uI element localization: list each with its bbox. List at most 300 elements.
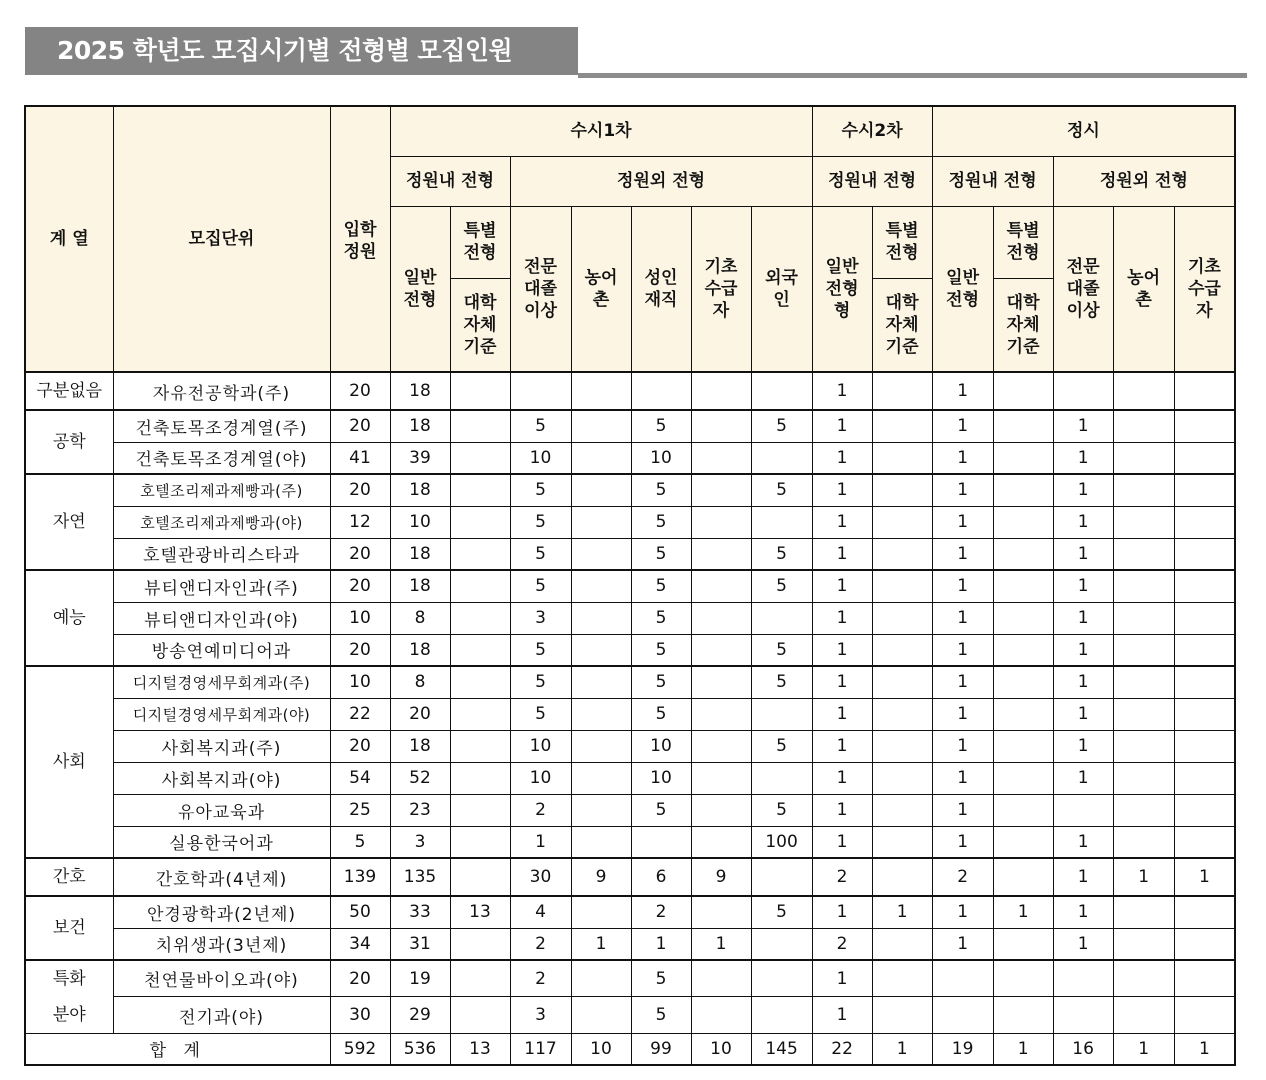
susi1-basic-cell [691, 474, 751, 506]
table-row [25, 826, 1235, 858]
jeongsi-basic-cell [1174, 730, 1235, 762]
header-susi1-foreign: 외국 인 [751, 206, 812, 372]
susi2-general-cell: 1 [812, 762, 872, 794]
jeongsi-general-cell: 2 [932, 858, 993, 896]
susi1-rural-cell [571, 666, 631, 698]
jeongsi-general-cell: 1 [932, 570, 993, 602]
jeongsi-general-cell: 1 [932, 896, 993, 928]
susi1-general-cell: 52 [390, 762, 450, 794]
susi1-special-cell [450, 858, 510, 896]
susi1-rural-cell [571, 794, 631, 826]
susi1-general-cell: 31 [390, 928, 450, 960]
jeongsi-basic-cell [1174, 410, 1235, 442]
susi2-general-cell: 1 [812, 602, 872, 634]
susi1-general-cell: 33 [390, 896, 450, 928]
jeongsi-general-cell: 1 [932, 372, 993, 410]
jeongsi-general-cell: 1 [932, 666, 993, 698]
quota-cell: 5 [330, 826, 390, 858]
jeongsi-college-grad-cell: 1 [1053, 506, 1113, 538]
jeongsi-rural-cell [1113, 410, 1174, 442]
field-cell: 보건 [25, 896, 113, 960]
susi1-rural-cell [571, 538, 631, 570]
susi1-adult-cell: 5 [631, 538, 691, 570]
susi1-special-cell [450, 474, 510, 506]
header-susi1-univ-std: 대학 자체 기준 [450, 278, 510, 372]
unit-cell: 뷰티앤디자인과(주) [113, 570, 330, 602]
susi1-foreign-cell [751, 960, 812, 997]
unit-cell: 호텔조리제과제빵과(주) [113, 474, 330, 506]
susi1-special-cell [450, 997, 510, 1034]
quota-cell: 34 [330, 928, 390, 960]
jeongsi-basic-cell [1174, 960, 1235, 997]
field-cell: 예능 [25, 570, 113, 666]
unit-cell: 실용한국어과 [113, 826, 330, 858]
quota-cell: 54 [330, 762, 390, 794]
header-jeongsi-special: 특별 전형 [993, 206, 1053, 278]
susi1-general-cell: 10 [390, 506, 450, 538]
jeongsi-special-cell [993, 960, 1053, 997]
jeongsi-special-cell [993, 634, 1053, 666]
susi1-adult-cell: 5 [631, 602, 691, 634]
jeongsi-college-grad-cell: 1 [1053, 602, 1113, 634]
susi2-general-cell: 1 [812, 666, 872, 698]
field-cell: 특화 분야 [25, 960, 113, 1034]
unit-cell: 건축토목조경계열(야) [113, 442, 330, 474]
jeongsi-basic-cell [1174, 762, 1235, 794]
susi1-general-cell: 18 [390, 410, 450, 442]
jeongsi-rural-cell [1113, 666, 1174, 698]
susi1-adult-cell: 5 [631, 474, 691, 506]
jeongsi-basic-cell [1174, 372, 1235, 410]
susi1-special-cell [450, 928, 510, 960]
unit-cell: 안경광학과(2년제) [113, 896, 330, 928]
susi1-special-cell [450, 666, 510, 698]
table-row [25, 602, 1235, 634]
unit-cell: 천연물바이오과(야) [113, 960, 330, 997]
jeongsi-college-grad-cell: 1 [1053, 442, 1113, 474]
susi2-general-cell: 1 [812, 826, 872, 858]
header-susi1-in-quota: 정원내 전형 [390, 156, 510, 206]
header-quota: 입학 정원 [330, 106, 390, 372]
total-susi1-basic-cell: 10 [691, 1034, 751, 1065]
header-field: 계 열 [25, 106, 113, 372]
susi1-special-cell [450, 794, 510, 826]
susi2-general-cell: 2 [812, 858, 872, 896]
susi2-general-cell: 1 [812, 960, 872, 997]
header-jeongsi-univ-std: 대학 자체 기준 [993, 278, 1053, 372]
jeongsi-college-grad-cell: 1 [1053, 474, 1113, 506]
susi1-general-cell: 18 [390, 372, 450, 410]
susi2-special-cell: 1 [872, 896, 932, 928]
susi1-college-grad-cell: 10 [510, 730, 571, 762]
table-row [25, 896, 1235, 928]
susi1-rural-cell [571, 474, 631, 506]
jeongsi-special-cell [993, 372, 1053, 410]
susi2-general-cell: 1 [812, 997, 872, 1034]
header-susi1-general: 일반 전형 [390, 206, 450, 372]
susi1-foreign-cell [751, 698, 812, 730]
susi1-rural-cell [571, 506, 631, 538]
total-jeongsi-general-cell: 19 [932, 1034, 993, 1065]
susi1-foreign-cell: 5 [751, 410, 812, 442]
susi1-college-grad-cell: 5 [510, 474, 571, 506]
total-quota-cell: 592 [330, 1034, 390, 1065]
susi1-special-cell [450, 960, 510, 997]
header-susi1-adult: 성인 재직 [631, 206, 691, 372]
susi2-special-cell [872, 762, 932, 794]
susi2-special-cell [872, 410, 932, 442]
susi2-special-cell [872, 826, 932, 858]
susi1-college-grad-cell: 5 [510, 570, 571, 602]
jeongsi-rural-cell [1113, 506, 1174, 538]
table-row [25, 928, 1235, 960]
jeongsi-general-cell: 1 [932, 538, 993, 570]
susi1-rural-cell [571, 896, 631, 928]
header-susi2-special: 특별 전형 [872, 206, 932, 278]
jeongsi-rural-cell [1113, 730, 1174, 762]
table-row [25, 858, 1235, 896]
susi1-basic-cell [691, 896, 751, 928]
unit-cell: 뷰티앤디자인과(야) [113, 602, 330, 634]
header-unit: 모집단위 [113, 106, 330, 372]
jeongsi-special-cell [993, 730, 1053, 762]
jeongsi-rural-cell [1113, 826, 1174, 858]
jeongsi-rural-cell [1113, 698, 1174, 730]
jeongsi-basic-cell [1174, 506, 1235, 538]
jeongsi-basic-cell [1174, 896, 1235, 928]
jeongsi-basic-cell [1174, 570, 1235, 602]
jeongsi-special-cell [993, 538, 1053, 570]
header-susi1-college-grad: 전문 대졸 이상 [510, 206, 571, 372]
susi1-adult-cell: 2 [631, 896, 691, 928]
susi1-basic-cell [691, 730, 751, 762]
header-susi2-univ-std: 대학 자체 기준 [872, 278, 932, 372]
jeongsi-general-cell: 1 [932, 698, 993, 730]
susi1-adult-cell: 5 [631, 410, 691, 442]
susi1-rural-cell: 9 [571, 858, 631, 896]
jeongsi-general-cell [932, 960, 993, 997]
quota-cell: 20 [330, 474, 390, 506]
susi1-college-grad-cell: 5 [510, 538, 571, 570]
susi1-special-cell [450, 506, 510, 538]
jeongsi-rural-cell [1113, 372, 1174, 410]
susi1-rural-cell [571, 570, 631, 602]
susi1-adult-cell: 5 [631, 506, 691, 538]
quota-cell: 30 [330, 997, 390, 1034]
quota-cell: 20 [330, 538, 390, 570]
jeongsi-special-cell: 1 [993, 896, 1053, 928]
jeongsi-basic-cell [1174, 666, 1235, 698]
field-cell: 간호 [25, 858, 113, 896]
quota-cell: 20 [330, 372, 390, 410]
total-jeongsi-rural-cell: 1 [1113, 1034, 1174, 1065]
susi1-special-cell: 13 [450, 896, 510, 928]
jeongsi-college-grad-cell [1053, 372, 1113, 410]
jeongsi-rural-cell [1113, 442, 1174, 474]
susi1-general-cell: 19 [390, 960, 450, 997]
susi1-foreign-cell: 5 [751, 666, 812, 698]
unit-cell: 전기과(야) [113, 997, 330, 1034]
susi1-rural-cell [571, 826, 631, 858]
susi1-rural-cell [571, 634, 631, 666]
total-susi2-special-cell: 1 [872, 1034, 932, 1065]
table-row [25, 698, 1235, 730]
susi1-basic-cell [691, 960, 751, 997]
table-row [25, 634, 1235, 666]
quota-cell: 25 [330, 794, 390, 826]
quota-cell: 12 [330, 506, 390, 538]
susi2-general-cell: 2 [812, 928, 872, 960]
jeongsi-rural-cell [1113, 570, 1174, 602]
header-jeongsi-basic: 기초 수급 자 [1174, 206, 1235, 372]
quota-cell: 10 [330, 602, 390, 634]
jeongsi-rural-cell [1113, 896, 1174, 928]
header-susi2-general: 일반 전형 형 [812, 206, 872, 372]
susi1-rural-cell [571, 997, 631, 1034]
susi1-special-cell [450, 570, 510, 602]
jeongsi-college-grad-cell: 1 [1053, 896, 1113, 928]
total-jeongsi-basic-cell: 1 [1174, 1034, 1235, 1065]
unit-cell: 디지털경영세무회계과(주) [113, 666, 330, 698]
jeongsi-general-cell: 1 [932, 730, 993, 762]
table-row [25, 762, 1235, 794]
susi1-college-grad-cell: 30 [510, 858, 571, 896]
susi1-college-grad-cell: 2 [510, 960, 571, 997]
susi1-college-grad-cell: 5 [510, 634, 571, 666]
susi1-foreign-cell [751, 442, 812, 474]
jeongsi-general-cell: 1 [932, 794, 993, 826]
susi2-general-cell: 1 [812, 634, 872, 666]
jeongsi-basic-cell: 1 [1174, 858, 1235, 896]
susi1-basic-cell [691, 698, 751, 730]
susi2-special-cell [872, 730, 932, 762]
page-title: 2025 학년도 모집시기별 전형별 모집인원 [25, 27, 578, 75]
susi2-special-cell [872, 928, 932, 960]
jeongsi-general-cell: 1 [932, 762, 993, 794]
susi1-foreign-cell: 100 [751, 826, 812, 858]
susi1-general-cell: 18 [390, 634, 450, 666]
susi1-basic-cell [691, 442, 751, 474]
susi1-foreign-cell [751, 997, 812, 1034]
susi1-general-cell: 18 [390, 474, 450, 506]
table-row [25, 506, 1235, 538]
susi1-foreign-cell: 5 [751, 730, 812, 762]
susi1-special-cell [450, 698, 510, 730]
susi1-adult-cell: 5 [631, 570, 691, 602]
susi1-rural-cell: 1 [571, 928, 631, 960]
quota-cell: 20 [330, 570, 390, 602]
unit-cell: 치위생과(3년제) [113, 928, 330, 960]
susi2-special-cell [872, 538, 932, 570]
susi1-basic-cell [691, 506, 751, 538]
susi1-basic-cell: 9 [691, 858, 751, 896]
susi1-college-grad-cell: 10 [510, 762, 571, 794]
total-label: 합 계 [25, 1034, 330, 1065]
unit-cell: 건축토목조경계열(주) [113, 410, 330, 442]
susi1-college-grad-cell: 10 [510, 442, 571, 474]
susi1-general-cell: 20 [390, 698, 450, 730]
jeongsi-rural-cell [1113, 538, 1174, 570]
jeongsi-special-cell [993, 410, 1053, 442]
susi1-college-grad-cell: 3 [510, 602, 571, 634]
table-row [25, 997, 1235, 1034]
header-susi1-rural: 농어 촌 [571, 206, 631, 372]
susi1-adult-cell [631, 826, 691, 858]
susi1-rural-cell [571, 372, 631, 410]
quota-cell: 10 [330, 666, 390, 698]
jeongsi-college-grad-cell [1053, 794, 1113, 826]
table-row [25, 474, 1235, 506]
susi2-special-cell [872, 698, 932, 730]
jeongsi-rural-cell [1113, 997, 1174, 1034]
jeongsi-college-grad-cell: 1 [1053, 666, 1113, 698]
jeongsi-college-grad-cell: 1 [1053, 538, 1113, 570]
field-cell: 구분없음 [25, 372, 113, 410]
susi1-adult-cell: 10 [631, 762, 691, 794]
susi1-special-cell [450, 372, 510, 410]
susi1-special-cell [450, 730, 510, 762]
jeongsi-special-cell [993, 698, 1053, 730]
quota-cell: 22 [330, 698, 390, 730]
susi1-rural-cell [571, 762, 631, 794]
susi1-college-grad-cell: 5 [510, 666, 571, 698]
susi1-adult-cell: 10 [631, 730, 691, 762]
total-jeongsi-special-cell: 1 [993, 1034, 1053, 1065]
table-row [25, 570, 1235, 602]
jeongsi-basic-cell [1174, 698, 1235, 730]
total-susi1-foreign-cell: 145 [751, 1034, 812, 1065]
jeongsi-rural-cell [1113, 928, 1174, 960]
susi1-foreign-cell: 5 [751, 538, 812, 570]
jeongsi-basic-cell [1174, 794, 1235, 826]
header-susi1: 수시1차 [390, 106, 812, 156]
jeongsi-basic-cell [1174, 538, 1235, 570]
susi1-basic-cell [691, 634, 751, 666]
susi1-general-cell: 3 [390, 826, 450, 858]
jeongsi-general-cell: 1 [932, 634, 993, 666]
field-cell: 자연 [25, 474, 113, 570]
total-susi1-adult-cell: 99 [631, 1034, 691, 1065]
susi2-special-cell [872, 858, 932, 896]
susi1-rural-cell [571, 698, 631, 730]
susi1-foreign-cell [751, 858, 812, 896]
susi2-special-cell [872, 602, 932, 634]
jeongsi-special-cell [993, 666, 1053, 698]
header-jeongsi-out-quota: 정원외 전형 [1053, 156, 1235, 206]
susi1-adult-cell: 5 [631, 960, 691, 997]
susi1-rural-cell [571, 410, 631, 442]
susi2-special-cell [872, 442, 932, 474]
jeongsi-college-grad-cell: 1 [1053, 762, 1113, 794]
susi1-general-cell: 8 [390, 602, 450, 634]
jeongsi-special-cell [993, 474, 1053, 506]
susi1-special-cell [450, 442, 510, 474]
jeongsi-college-grad-cell: 1 [1053, 928, 1113, 960]
jeongsi-special-cell [993, 858, 1053, 896]
jeongsi-college-grad-cell: 1 [1053, 410, 1113, 442]
susi1-special-cell [450, 410, 510, 442]
susi2-special-cell [872, 474, 932, 506]
susi1-basic-cell [691, 538, 751, 570]
jeongsi-general-cell: 1 [932, 474, 993, 506]
susi1-college-grad-cell: 2 [510, 928, 571, 960]
susi1-basic-cell [691, 666, 751, 698]
susi1-rural-cell [571, 730, 631, 762]
table-row [25, 372, 1235, 410]
susi1-foreign-cell: 5 [751, 794, 812, 826]
susi1-special-cell [450, 538, 510, 570]
susi1-special-cell [450, 602, 510, 634]
susi1-college-grad-cell: 4 [510, 896, 571, 928]
susi1-basic-cell [691, 410, 751, 442]
table-row [25, 960, 1235, 997]
susi1-special-cell [450, 826, 510, 858]
susi1-basic-cell [691, 372, 751, 410]
susi2-general-cell: 1 [812, 372, 872, 410]
jeongsi-special-cell [993, 506, 1053, 538]
susi1-adult-cell: 5 [631, 698, 691, 730]
susi2-general-cell: 1 [812, 442, 872, 474]
quota-cell: 139 [330, 858, 390, 896]
table-row [25, 442, 1235, 474]
total-susi1-general-cell: 536 [390, 1034, 450, 1065]
quota-cell: 20 [330, 634, 390, 666]
susi2-special-cell [872, 506, 932, 538]
susi1-general-cell: 23 [390, 794, 450, 826]
total-susi2-general-cell: 22 [812, 1034, 872, 1065]
susi1-foreign-cell: 5 [751, 474, 812, 506]
susi1-basic-cell [691, 762, 751, 794]
table-row [25, 410, 1235, 442]
total-jeongsi-college-grad-cell: 16 [1053, 1034, 1113, 1065]
susi1-foreign-cell: 5 [751, 896, 812, 928]
admission-quota-table [24, 105, 1236, 1066]
header-susi1-basic: 기초 수급 자 [691, 206, 751, 372]
total-row [25, 1034, 1235, 1065]
jeongsi-special-cell [993, 794, 1053, 826]
susi1-foreign-cell [751, 602, 812, 634]
header-jeongsi: 정시 [932, 106, 1235, 156]
header-susi2-in-quota: 정원내 전형 [812, 156, 932, 206]
susi1-general-cell: 18 [390, 570, 450, 602]
susi1-foreign-cell [751, 928, 812, 960]
susi1-basic-cell: 1 [691, 928, 751, 960]
susi1-college-grad-cell: 3 [510, 997, 571, 1034]
unit-cell: 호텔조리제과제빵과(야) [113, 506, 330, 538]
jeongsi-basic-cell [1174, 602, 1235, 634]
susi1-basic-cell [691, 570, 751, 602]
header-susi2: 수시2차 [812, 106, 932, 156]
susi2-special-cell [872, 997, 932, 1034]
jeongsi-basic-cell [1174, 634, 1235, 666]
susi1-adult-cell: 6 [631, 858, 691, 896]
jeongsi-special-cell [993, 570, 1053, 602]
table-row [25, 794, 1235, 826]
header-susi1-out-quota: 정원외 전형 [510, 156, 812, 206]
unit-cell: 디지털경영세무회계과(야) [113, 698, 330, 730]
header-jeongsi-college-grad: 전문 대졸 이상 [1053, 206, 1113, 372]
header-susi1-special: 특별 전형 [450, 206, 510, 278]
susi1-rural-cell [571, 442, 631, 474]
unit-cell: 호텔관광바리스타과 [113, 538, 330, 570]
jeongsi-special-cell [993, 442, 1053, 474]
jeongsi-rural-cell [1113, 794, 1174, 826]
susi1-college-grad-cell: 5 [510, 506, 571, 538]
susi1-foreign-cell: 5 [751, 634, 812, 666]
jeongsi-college-grad-cell: 1 [1053, 730, 1113, 762]
jeongsi-college-grad-cell: 1 [1053, 698, 1113, 730]
jeongsi-general-cell: 1 [932, 410, 993, 442]
